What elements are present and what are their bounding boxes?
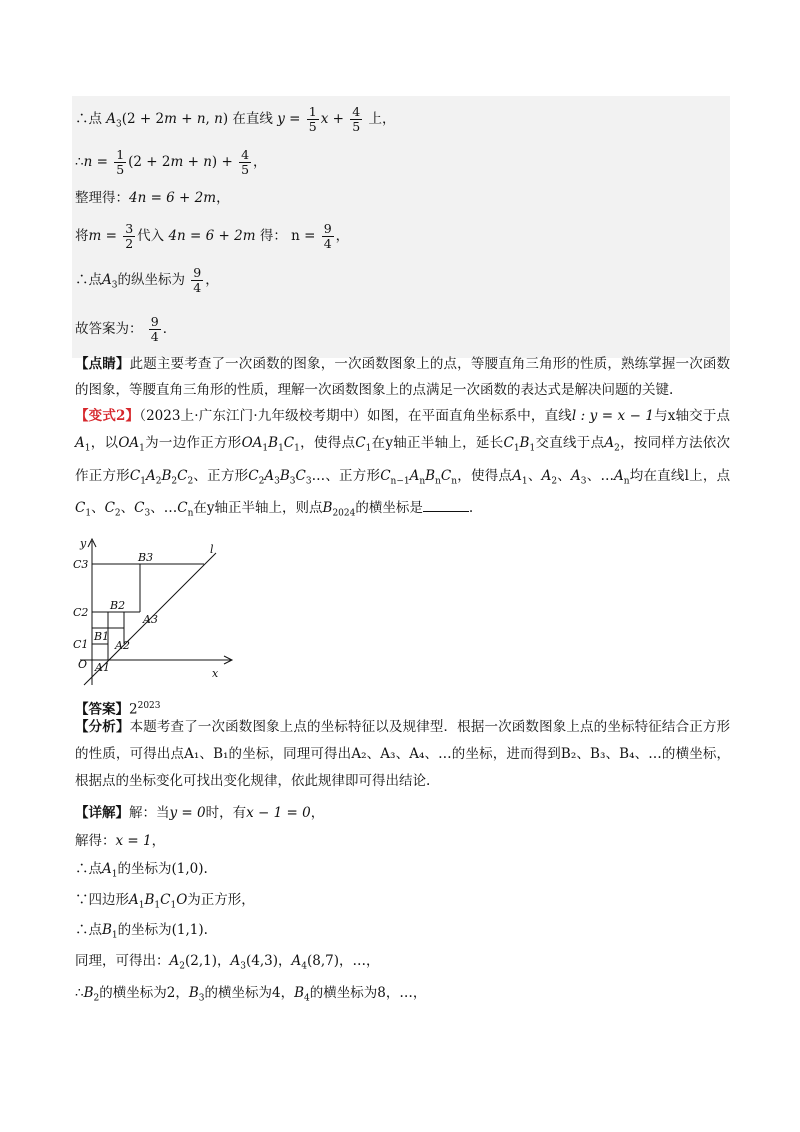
detail-line-1: 【详解】解：当y = 0时，有x − 1 = 0， — [75, 805, 325, 821]
detail-line-4: ∵四边形$A_1B_1C_1O$为正方形， — [75, 892, 255, 911]
prev-line-2: ∴n = $\frac{1}{5}$ (2 + 2m + n) + $\frac{4}{5}$ ， — [75, 147, 267, 177]
analysis-paragraph: 【分析】本题考查了一次函数图象上点的坐标特征以及规律型．根据一次函数图象上点的坐标特征结合正方形的性质，可得出点A₁、B₁的坐标，同理可得出A₂、A₃、A₄、…的坐标，进而得到B₂、B₃、B₄、…的横坐标，根据点的坐标变化可找出变化规律，依此规律即可得出结论. — [75, 719, 731, 789]
coordinate-figure — [66, 535, 246, 690]
answer-line: 【答案】$2^{2023}$ — [75, 701, 161, 718]
label-x: x — [212, 667, 219, 680]
label-C3: C3 — [73, 558, 89, 571]
detail-line-5: ∴点$B_1$的坐标为(1,1). — [75, 922, 208, 941]
prev-line-6: 故答案为： $\frac{9}{4}$ ． — [75, 314, 177, 344]
label-l: l — [210, 543, 214, 556]
label-A3: A3 — [143, 613, 158, 626]
square-1 — [92, 644, 108, 660]
detail-line-6: 同理，可得出：$A_2(2,1)$，$A_3(4,3)$，$A_4(8,7)$，…， — [75, 953, 380, 972]
label-B1: B1 — [94, 630, 110, 643]
label-A1: A1 — [95, 661, 110, 674]
label-C2: C2 — [73, 606, 89, 619]
label-B2: B2 — [110, 599, 126, 612]
prev-line-1: ∴点 $A_3(2 + 2m + n$, n) 在直线 y = $\frac{1}{5}$ x + $\frac{4}{5}$ 上， — [75, 104, 396, 134]
answer-blank[interactable] — [423, 497, 469, 512]
label-O: O — [78, 658, 88, 671]
problem-paragraph: 【变式2】（2023上·广东江门·九年级校考期中）如图，在平面直角坐标系中，直线l : y = x − 1与x轴交于点$A_1$，以$OA_1$为一边作正方形$OA_1B_1C_1$，使得点$C_1$在y轴正半轴上，延长$C_1B_1$交直线于点$A_2$，按同样方法依次作正方形$C_1A_2B_2C_2$、正方形$C_2A_3B_3C_3\dots$、正方形$C_{n-1}A_nB_nC_n$，使得点$A_1$、$A_2$、$A_3$、$\dots A_n$均在直线l上，点$C_1$、$C_2$、$C_3$、$\dots C_n$在y轴正半轴上，则点$B_{2024}$的横坐标是 . — [75, 408, 731, 520]
detail-line-7: $\therefore B_2$的横坐标为2，$B_3$的横坐标为4，$B_4$的横坐标为8，…， — [75, 985, 427, 1004]
label-B3: B3 — [138, 551, 154, 564]
label-y: y — [80, 537, 87, 550]
comment-paragraph: 【点睛】此题主要考查了一次函数的图象，一次函数图象上的点，等腰直角三角形的性质，熟练掌握一次函数的图象，等腰直角三角形的性质，理解一次函数图象上的点满足一次函数的表达式是解决问题的关键. — [75, 356, 731, 398]
prev-line-3: 整理得：4n = 6 + 2m， — [75, 190, 230, 206]
detail-line-2: 解得：x = 1， — [75, 833, 166, 849]
detail-line-3: ∴点$A_1$的坐标为(1,0). — [75, 861, 208, 880]
prev-line-5: ∴点$A_3$的纵坐标为 $\frac{9}{4}$ ， — [75, 265, 219, 295]
label-C1: C1 — [73, 638, 89, 651]
prev-line-4: 将m = $\frac{3}{2}$ 代入 4n = 6 + 2m 得： n = $\frac{9}{4}$ ， — [75, 221, 350, 251]
label-A2: A2 — [115, 639, 130, 652]
